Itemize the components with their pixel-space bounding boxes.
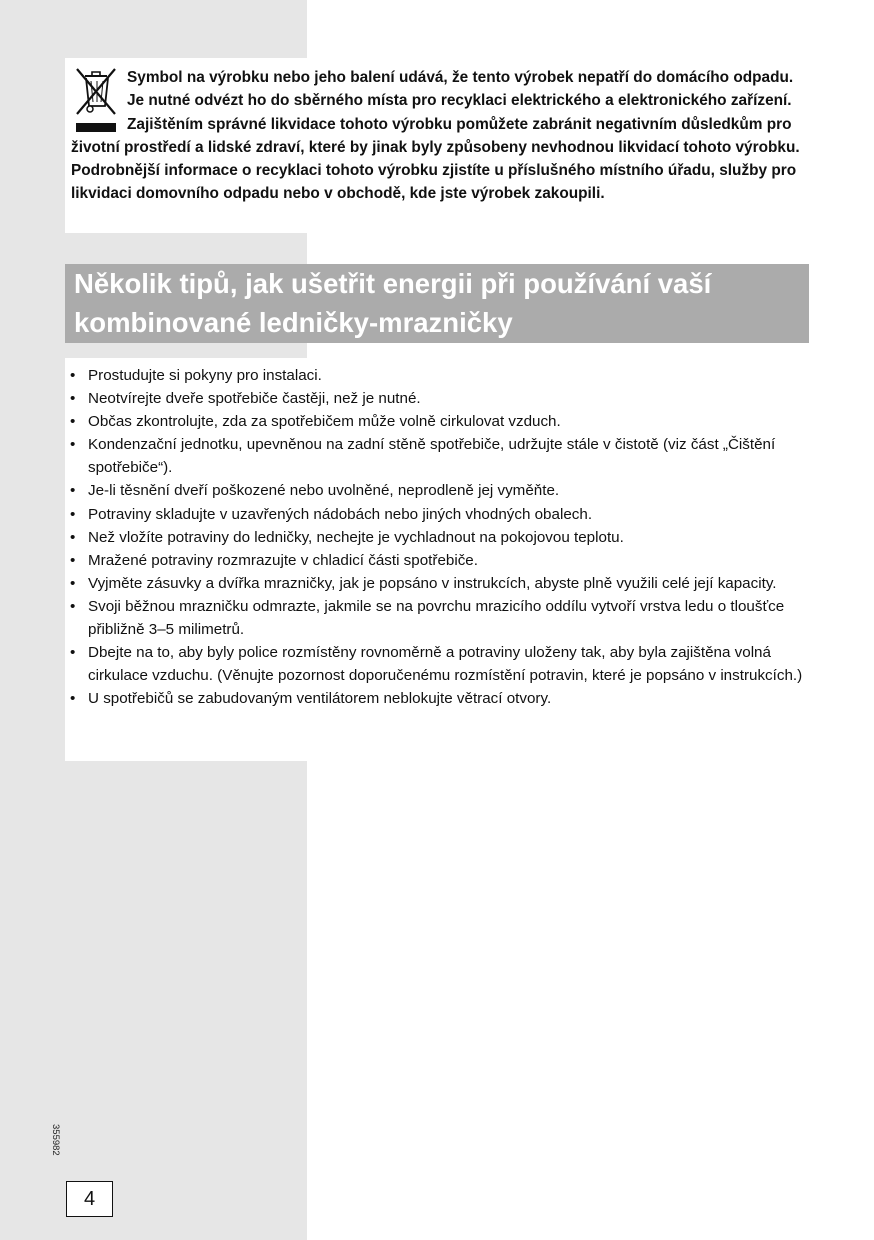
tip-item: • Kondenzační jednotku, upevněnou na zadní stěně spotřebiče, udržujte stále v čistotě (viz část „Čištění spotřebiče“). — [65, 433, 805, 479]
section-heading — [74, 264, 804, 342]
tip-item: • Je-li těsnění dveří poškozené nebo uvolněné, neprodleně jej vyměňte. — [65, 479, 805, 502]
tip-item: • U spotřebičů se zabudovaným ventilátorem neblokujte větrací otvory. — [65, 687, 805, 710]
tip-item: • Občas zkontrolujte, zda za spotřebičem může volně cirkulovat vzduch. — [65, 410, 805, 433]
tips-list — [65, 364, 805, 710]
tip-item: • Mražené potraviny rozmrazujte v chladicí části spotřebiče. — [65, 549, 805, 572]
tip-item: • Dbejte na to, aby byly police rozmístěny rovnoměrně a potraviny uloženy tak, aby byla zajištěna volná cirkulace vzduchu. (Věnujte pozornost doporučenému rozmístění potravin, které je popsáno v instrukcích.) — [65, 641, 805, 687]
recycling-text-content: Symbol na výrobku nebo jeho balení udává, že tento výrobek nepatří do domácího odpadu. Je nutné odvézt ho do sběrného místa pro recyklaci elektrického a elektronického zařízení. Zajištěním správné likvidace tohoto výrobku pomůžete zabránit negativním důsledkům pro životní prostředí a lidské zdraví, které by jinak byly způsobeny nevhodnou likvidací tohoto výrobku. Podrobnější informace o recyklaci tohoto výrobku zjistíte u příslušného místního úřadu, služby pro likvidaci domovního odpadu nebo v obchodě, kde jste výrobek zakoupili. — [71, 69, 800, 203]
energy-tips — [65, 358, 810, 761]
document-code: 355982 — [50, 1124, 61, 1156]
heading-line-1: Několik tipů, jak ušetřit energii při používání vaší — [74, 268, 712, 299]
tip-item: • Než vložíte potraviny do ledničky, nechejte je vychladnout na pokojovou teplotu. — [65, 526, 805, 549]
section-heading-bar — [65, 264, 809, 343]
tip-item: • Vyjměte zásuvky a dvířka mrazničky, jak je popsáno v instrukcích, abyste plně využili celé její kapacity. — [65, 572, 805, 595]
recycling-notice — [65, 58, 810, 233]
tip-item: • Potraviny skladujte v uzavřených nádobách nebo jiných vhodných obalech. — [65, 503, 805, 526]
page-number: 4 — [66, 1181, 113, 1217]
recycling-text — [71, 66, 806, 206]
tip-item: • Neotvírejte dveře spotřebiče častěji, než je nutné. — [65, 387, 805, 410]
heading-line-2: kombinované ledničky-mrazničky — [74, 306, 513, 338]
tip-item: • Prostudujte si pokyny pro instalaci. — [65, 364, 805, 387]
tip-item: • Svoji běžnou mrazničku odmrazte, jakmile se na povrchu mrazicího oddílu vytvoří vrstva ledu o tloušťce přibližně 3–5 milimetrů. — [65, 595, 805, 641]
